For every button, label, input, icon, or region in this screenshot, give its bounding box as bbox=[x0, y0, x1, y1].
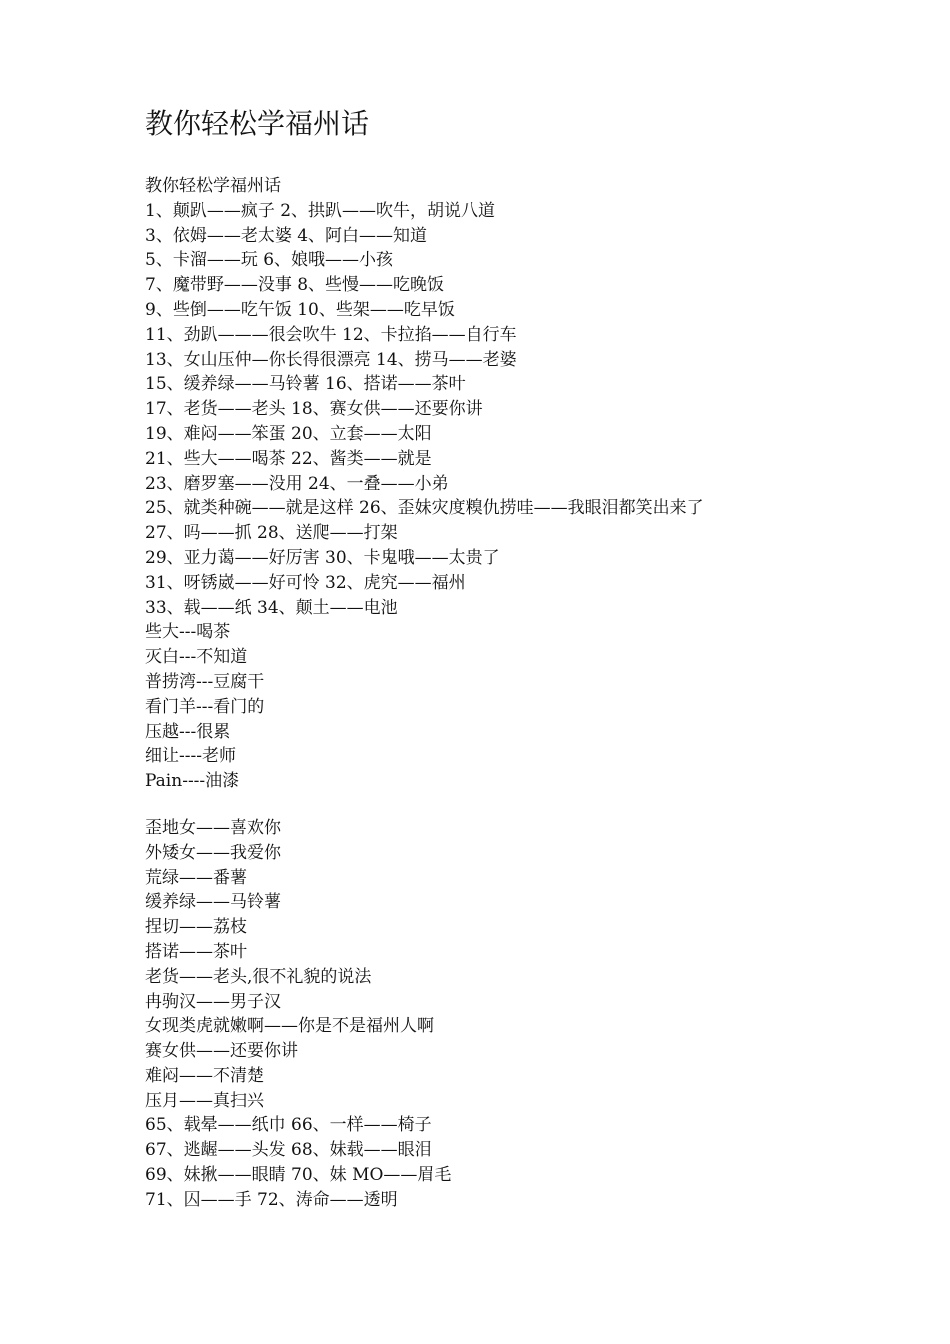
vocab-line: 9、些倒——吃午饭 10、些架——吃早饭 bbox=[145, 299, 455, 320]
vocab-line: 5、卡溜——玩 6、娘哦——小孩 bbox=[145, 250, 394, 271]
vocab-line: 缓养绿——马铃薯 bbox=[145, 892, 281, 913]
vocab-line: 7、魔带野——没事 8、些慢——吃晚饭 bbox=[145, 275, 445, 296]
vocab-line: 33、载——纸 34、颠土——电池 bbox=[145, 597, 398, 618]
vocab-line: 13、女山压仲—你长得很漂亮 14、捞马——老婆 bbox=[145, 349, 517, 370]
vocab-line: 外矮女——我爱你 bbox=[145, 842, 281, 863]
vocab-line: 老货——老头,很不礼貌的说法 bbox=[145, 966, 372, 987]
vocab-line: 捏切——荔枝 bbox=[145, 917, 247, 938]
vocab-line: 赛女供——还要你讲 bbox=[145, 1041, 298, 1062]
vocab-line: 27、吗——抓 28、送爬——打架 bbox=[145, 523, 398, 544]
body-heading: 教你轻松学福州话 bbox=[145, 176, 281, 196]
vocab-line: 11、劲趴———很会吹牛 12、卡拉掐——自行车 bbox=[145, 324, 517, 345]
vocab-line: 看门羊---看门的 bbox=[145, 696, 265, 717]
vocab-line: 15、缓养绿——马铃薯 16、搭诺——茶叶 bbox=[145, 374, 466, 395]
vocab-line: 细让----老师 bbox=[145, 746, 236, 767]
vocab-line: 29、亚力蔼——好厉害 30、卡鬼哦——太贵了 bbox=[145, 547, 500, 568]
vocab-line: 71、囚——手 72、涛命——透明 bbox=[145, 1189, 398, 1210]
vocab-line: 25、就类种碗——就是这样 26、歪妹灾度糗仇捞哇——我眼泪都笑出来了 bbox=[145, 498, 704, 519]
vocab-line: 普捞湾---豆腐干 bbox=[145, 671, 265, 692]
vocab-line: 67、逃龌——头发 68、妹载——眼泪 bbox=[145, 1140, 432, 1161]
vocab-line: 17、老货——老头 18、赛女供——还要你讲 bbox=[145, 399, 483, 420]
vocab-line: 21、些大——喝茶 22、酱类——就是 bbox=[145, 448, 432, 469]
vocab-line: Pain----油漆 bbox=[145, 771, 240, 792]
vocab-line: 压月——真扫兴 bbox=[145, 1090, 264, 1111]
document-title: 教你轻松学福州话 bbox=[145, 107, 370, 140]
vocab-line: 3、依姆——老太婆 4、阿白——知道 bbox=[145, 225, 428, 246]
vocab-line: 灭白---不知道 bbox=[145, 647, 248, 668]
vocab-line: 1、颠趴——疯子 2、拱趴——吹牛，胡说八道 bbox=[145, 200, 496, 221]
vocab-line: 些大---喝茶 bbox=[145, 622, 231, 643]
vocab-line: 冉驹汉——男子汉 bbox=[145, 991, 281, 1012]
section-spacer bbox=[145, 794, 935, 816]
vocab-line: 荒绿——番薯 bbox=[145, 867, 247, 888]
vocab-line: 歪地女——喜欢你 bbox=[145, 817, 281, 838]
vocab-line: 19、难闷——笨蛋 20、立套——太阳 bbox=[145, 423, 432, 444]
vocab-line: 搭诺——茶叶 bbox=[145, 941, 247, 962]
vocab-line: 23、磨罗塞——没用 24、一叠——小弟 bbox=[145, 473, 449, 494]
vocab-line: 压越---很累 bbox=[145, 721, 231, 742]
vocab-line: 65、载晕——纸巾 66、一样——椅子 bbox=[145, 1115, 432, 1136]
vocab-line: 女现类虎就嫩啊——你是不是福州人啊 bbox=[145, 1016, 434, 1037]
vocab-line: 难闷——不清楚 bbox=[145, 1065, 264, 1086]
vocab-line: 31、呀锈崴——好可怜 32、虎究——福州 bbox=[145, 572, 466, 593]
document-body bbox=[145, 174, 935, 1213]
vocab-line: 69、妹揪——眼睛 70、妹 MO——眉毛 bbox=[145, 1165, 452, 1186]
